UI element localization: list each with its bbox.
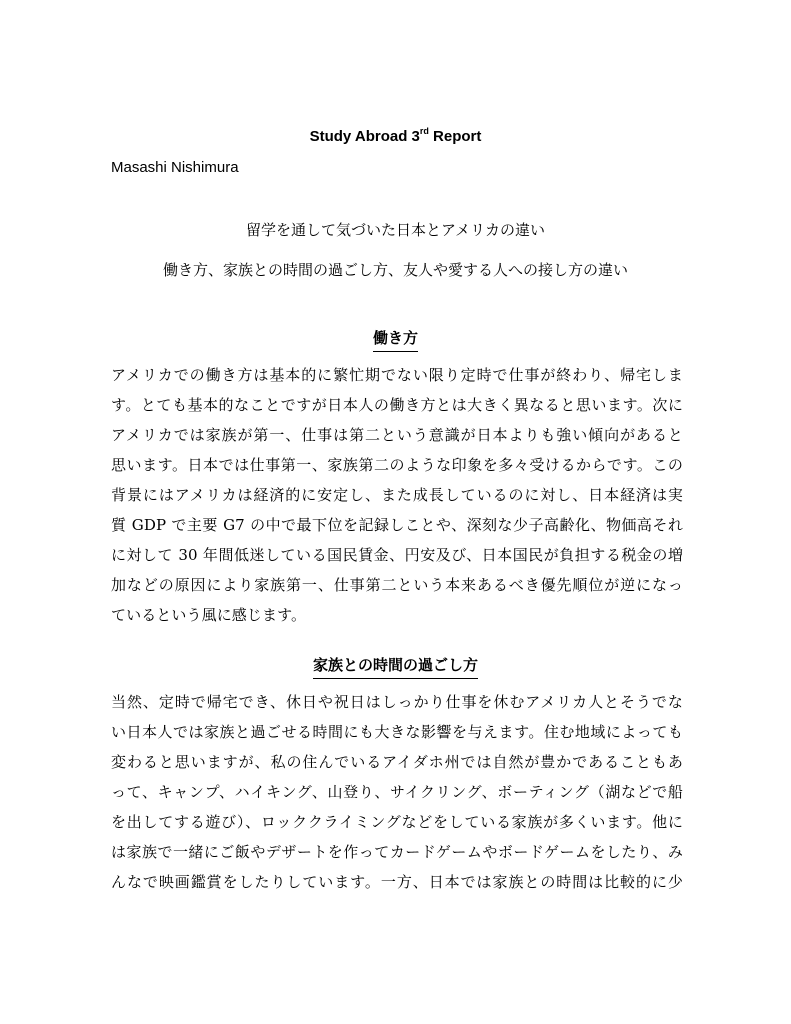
paragraph-line: を出してする遊び）、ロッククライミングなどをしている家族が多くいます。他に xyxy=(111,813,683,831)
section-heading-work-text: 働き方 xyxy=(373,327,418,352)
paragraph-line: 当然、定時で帰宅でき、休日や祝日はしっかり仕事を休むアメリカ人とそうでな xyxy=(111,693,683,711)
paragraph-line: い日本人では家族と過ごせる時間にも大きな影響を与えます。住む地域によっても xyxy=(111,723,683,741)
subtitle-topics: 働き方、家族との時間の過ごし方、友人や愛する人への接し方の違い xyxy=(162,261,628,279)
paragraph-line: アメリカでは家族が第一、仕事は第二という意識が日本よりも強い傾向があると xyxy=(111,426,683,444)
report-title-text: Study Abroad 3 xyxy=(309,128,420,145)
paragraph-line: って、キャンプ、ハイキング、山登り、サイクリング、ボーティング（湖などで船 xyxy=(111,783,683,801)
paragraph-line: ているという風に感じます。 xyxy=(111,606,307,624)
report-title-tail: Report xyxy=(428,128,482,145)
paragraph-line: 思います。日本では仕事第一、家族第二のような印象を多々受けるからです。この xyxy=(111,456,683,474)
paragraph-line: す。とても基本的なことですが日本人の働き方とは大きく異なると思います。次に xyxy=(111,396,683,414)
section-body-work xyxy=(111,360,683,630)
section-heading-work xyxy=(0,327,791,352)
paragraph-line: アメリカでの働き方は基本的に繁忙期でない限り定時で仕事が終わり、帰宅しま xyxy=(111,366,683,384)
paragraph-line: に対して 30 年間低迷している国民賃金、円安及び、日本国民が負担する税金の増 xyxy=(111,546,683,564)
paragraph-line: 背景にはアメリカは経済的に安定し、また成長しているのに対し、日本経済は実 xyxy=(111,486,683,504)
paragraph-line: 加などの原因により家族第一、仕事第二という本来あるべき優先順位が逆になっ xyxy=(111,576,683,594)
paragraph-line: んなで映画鑑賞をしたりしています。一方、日本では家族との時間は比較的に少 xyxy=(111,873,683,891)
subtitle-main: 留学を通して気づいた日本とアメリカの違い xyxy=(246,221,545,239)
report-title xyxy=(0,126,791,148)
author-name: Masashi Nishimura xyxy=(111,159,239,176)
section-heading-family-time-text: 家族との時間の過ごし方 xyxy=(313,654,478,679)
paragraph-line: は家族で一緒にご飯やデザートを作ってカードゲームやボードゲームをしたり、み xyxy=(111,843,683,861)
section-body-family-time xyxy=(111,687,683,897)
paragraph-line: 変わると思いますが、私の住んでいるアイダホ州では自然が豊かであることもあ xyxy=(111,753,683,771)
report-title-ordinal: rd xyxy=(419,126,429,136)
paragraph-line: 質 GDP で主要 G7 の中で最下位を記録しことや、深刻な少子高齢化、物価高それ xyxy=(111,516,683,534)
section-heading-family-time xyxy=(0,654,791,679)
